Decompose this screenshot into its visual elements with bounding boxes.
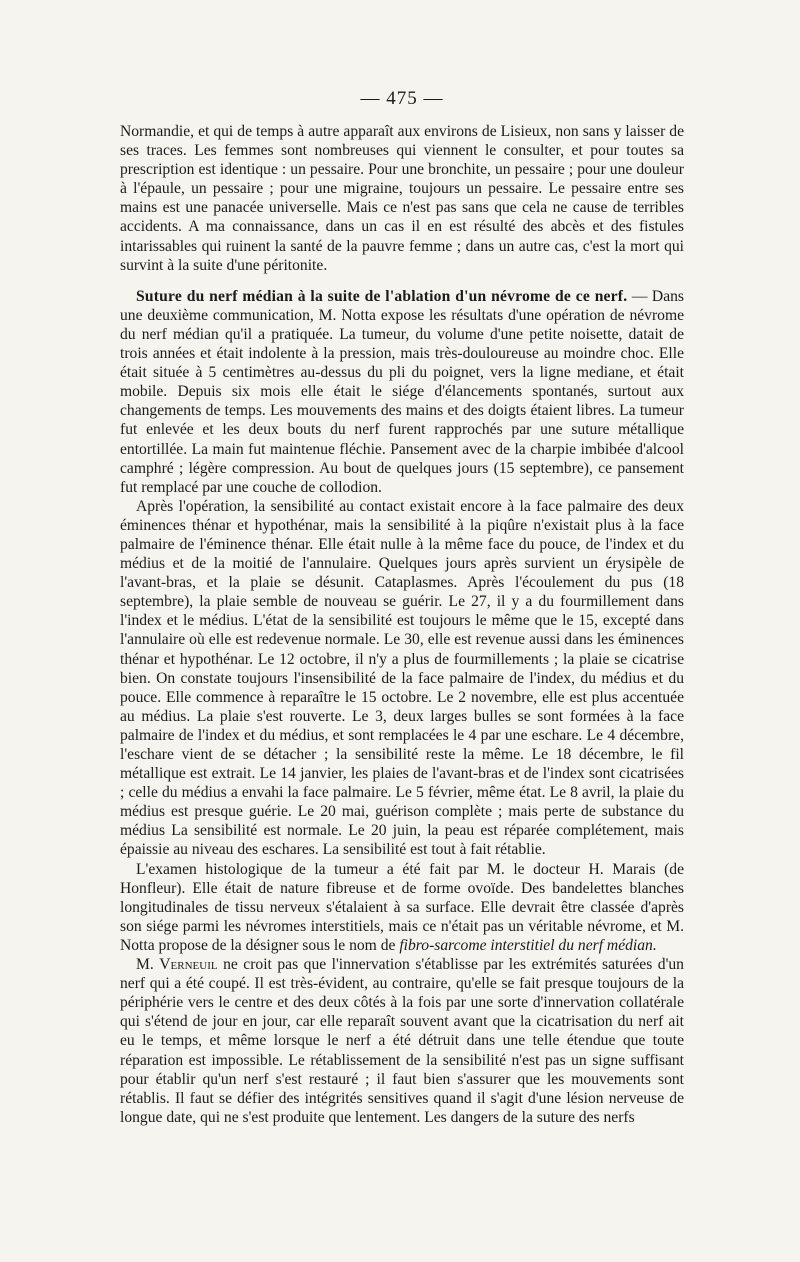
paragraph-text: — Dans une deuxième communication, M. Notta expose les résultats d'une opération de névrome du nerf médian qu'il a pratiquée. La tumeur, du volume d'une petite noisette, datait de trois années et était indolente à la pression, mais très-douloureuse au moindre choc. Elle était située à 5 centimètres au-dessus du pli du poignet, vers la ligne mediane, et était mobile. Depuis six mois elle était le siége d'élancements spontanés, surtout aux changements de temps. Les mouvements des mains et des doigts étaient libres. La tumeur fut enlevée et les deux bouts du nerf furent rapprochés par une suture métallique entortillée. La main fut maintenue fléchie. Pansement avec de la charpie imbibée d'alcool camphré ; légère compression. Au bout de quelques jours (15 septembre), ce pansement fut remplacé par une couche de collodion. xyxy=(120,287,684,496)
section-heading: Suture du nerf médian à la suite de l'ablation d'un névrome de ce nerf. xyxy=(136,287,628,305)
italic-term: fibro-sarcome interstitiel du nerf médian. xyxy=(399,936,657,954)
paragraph-text: ne croit pas que l'innervation s'établisse par les extrémités saturées d'un nerf qui a été coupé. Il est très-évident, au contraire, qu'elle se fait presque toujours de la périphérie vers le centre et des deux côtés à la fois par une sorte d'innervation collatérale qui s'étend de jour en jour, car elle reparaît souvent avant que la cicatrisation du nerf ait eu le temps, et même lorsque le nerf a été détruit dans une telle étendue que toute réparation est impossible. Le rétablissement de la sensibilité n'est pas un signe suffisant pour établir qu'un nerf s'est restauré ; il faut bien s'assurer que les mouvements sont rétablis. Il faut se défier des intégrités sensitives quand il s'agit d'une lésion nerveuse de longue date, qui ne s'est produite que lentement. Les dangers de la suture des nerfs xyxy=(120,956,684,1126)
paragraph-histology xyxy=(120,860,684,955)
paragraph-section-suture xyxy=(120,287,684,497)
paragraph-text: M. xyxy=(136,956,160,974)
paragraph-postoperative: Après l'opération, la sensibilité au contact existait encore à la face palmaire des deux éminences thénar et hypothénar, mais la sensibilité à la piqûre n'existait plus à la face palmaire de l'éminence thénar. Elle était nulle à la même face du pouce, de l'index et du médius et de la moitié de l'annulaire. Quelques jours après survient un érysipèle de l'avant-bras, et la plaie se désunit. Cataplasmes. Après l'écoulement du pus (18 septembre), la plaie semble de nouveau se guérir. Le 27, il y a du fourmillement dans l'index et le médius. L'état de la sensibilité est toujours le même que le 15, excepté dans l'annulaire où elle est redevenue normale. Le 30, elle est revenue aussi dans les éminences thénar et hypothénar. Le 12 octobre, il n'y a plus de fourmillements ; la plaie se cicatrise bien. On constate toujours l'insensibilité de la face palmaire de l'index, du médius et du pouce. Elle commence à reparaître le 15 octobre. Le 2 novembre, elle est plus accentuée au médius. La plaie s'est rouverte. Le 3, deux larges bulles se sont formées à la face palmaire de l'index et du médius, et sont remplacées le 4 par une eschare. Le 4 décembre, l'eschare vient de se détacher ; la sensibilité reste la même. Le 18 décembre, le fil métallique est extrait. Le 14 janvier, les plaies de l'avant-bras et de l'index sont cicatrisées ; celle du médius a envahi la face palmaire. Le 5 février, même état. Le 8 avril, la plaie du médius est presque guérie. Le 20 mai, guérison complète ; mais perte de substance du médius La sensibilité est normale. Le 20 juin, la peau est réparée complétement, mais épaissie au niveau des eschares. La sensibilité est tout à fait rétablie. xyxy=(120,497,684,859)
paragraph-text: L'examen histologique de la tumeur a été fait par M. le docteur H. Marais (de Honfleur). Elle était de nature fibreuse et de forme ovoïde. Des bandelettes blanches longitudinales de tissu nerveux s'étalaient à sa surface. Elle devrait être classée d'après son siége parmi les névromes interstitiels, mais ce n'était pas un véritable névrome, et M. Notta propose de la désigner sous le nom de xyxy=(120,860,684,954)
paragraph-verneuil xyxy=(120,955,684,1127)
page-number: — 475 — xyxy=(360,88,444,109)
paragraph-continuation: Normandie, et qui de temps à autre apparaît aux environs de Lisieux, non sans y laisser de ses traces. Les femmes sont nombreuses qui viennent le consulter, et pour toutes sa prescription est identique : un pessaire. Pour une bronchite, un pessaire ; pour une douleur à l'épaule, un pessaire ; pour une migraine, toujours un pessaire. Le pessaire entre ses mains est une panacée universelle. Mais ce n'est pas sans que cela ne cause de terribles accidents. A ma connaissance, dans un cas il en est résulté des abcès et des fistules intarissables qui ruinent la santé de la pauvre femme ; dans un autre cas, c'est la mort qui survint à la suite d'une péritonite. xyxy=(120,123,684,274)
author-name: Verneuil xyxy=(159,956,218,974)
